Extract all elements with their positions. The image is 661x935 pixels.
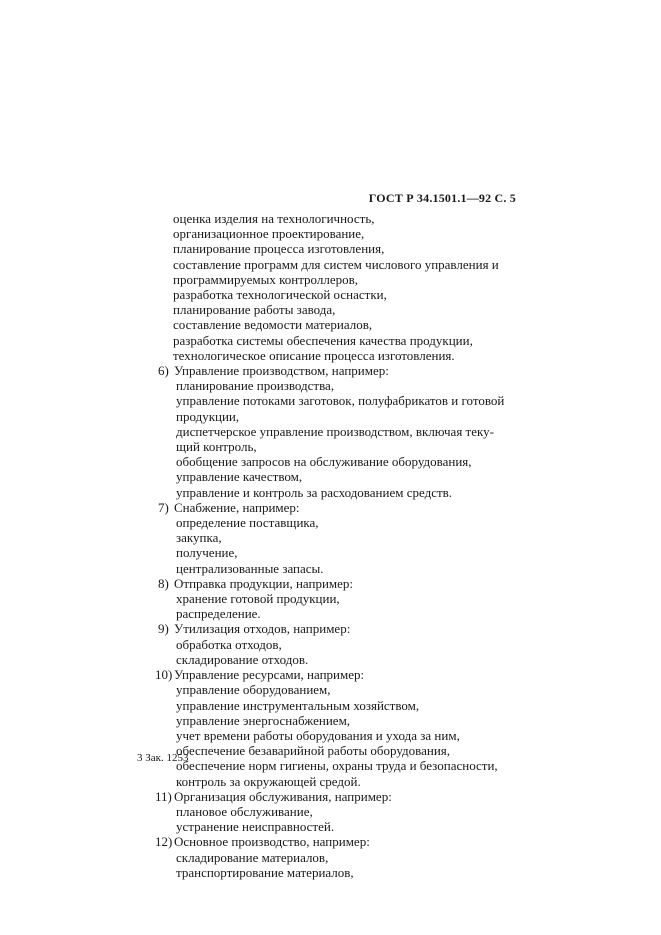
section-title: Управление производством, например: [174,363,389,379]
section-title: Отправка продукции, например: [174,575,354,591]
section-10 [0,667,661,789]
section-heading [155,667,661,682]
section-12 [0,834,661,880]
list-item: складирование отходов. [176,651,309,667]
section-title: Снабжение, например: [174,499,300,515]
section-number: 11) [155,788,172,804]
list-item: распределение. [176,606,261,622]
section-heading [158,363,661,378]
section-heading [158,621,661,636]
section-title: Утилизация отходов, например: [174,621,351,637]
list-item: составление ведомости материалов, [173,317,373,333]
list-item: щий контроль, [176,439,257,455]
section-number: 6) [158,363,169,379]
list-item: плановое обслуживание, [176,803,313,819]
section-title: Управление ресурсами, например: [174,667,365,683]
list-item: обобщение запросов на обслуживание оборудования, [176,454,472,470]
list-item: складирование материалов, [176,849,329,865]
list-item: управление качеством, [176,469,303,485]
list-item: оценка изделия на технологичность, [173,211,375,226]
list-item: управление оборудованием, [176,682,331,698]
section-6 [0,363,661,500]
list-item: учет времени работы оборудования и ухода за ним, [176,727,460,743]
list-item: организационное проектирование, [173,226,365,242]
list-item: получение, [176,545,238,561]
list-item: транспортирование материалов, [176,864,354,880]
section-heading [158,500,661,515]
list-item: устранение неисправностей. [176,819,335,835]
section-title: Основное производство, например: [174,834,370,850]
list-item: технологическое описание процесса изготовления. [173,347,455,363]
list-item: планирование работы завода, [173,302,336,318]
list-item: разработка технологической оснастки, [173,287,387,303]
section-heading [155,834,661,849]
list-item: закупка, [176,530,222,546]
list-item: планирование процесса изготовления, [173,241,385,257]
list-item: планирование производства, [176,378,335,394]
document-body [0,211,661,880]
section-number: 8) [158,575,169,591]
section-8 [0,576,661,622]
list-item: продукции, [176,408,240,424]
list-item: составление программ для систем числового управления и [173,256,499,272]
list-item: обеспечение безаварийной работы оборудования, [176,743,451,759]
section-11 [0,789,661,835]
list-item: разработка системы обеспечения качества продукции, [173,332,473,348]
list-item: централизованные запасы. [176,560,324,576]
list-item: хранение готовой продукции, [176,591,340,607]
section-number: 7) [158,499,169,515]
section-heading [158,576,661,591]
list-item: управление потоками заготовок, полуфабрикатов и готовой [176,393,505,409]
list-item: управление и контроль за расходованием средств. [176,484,453,500]
section-number: 10) [155,667,173,683]
section-number: 9) [158,621,169,637]
list-item: обработка отходов, [176,636,282,652]
page-footer: 3 Зак. 1253 [137,752,189,764]
section-7 [0,500,661,576]
intro-list [0,211,661,363]
section-9 [0,621,661,667]
section-number: 12) [155,834,173,850]
list-item: обеспечение норм гигиены, охраны труда и безопасности, [176,758,498,774]
list-item: контроль за окружающей средой. [176,773,361,789]
list-item: диспетчерское управление производством, включая теку- [176,423,494,439]
list-item: программируемых контроллеров, [173,271,359,287]
list-item: управление энергоснабжением, [176,712,351,728]
section-heading [155,789,661,804]
page-header: ГОСТ Р 34.1501.1—92 С. 5 [368,191,516,205]
list-item: управление инструментальным хозяйством, [176,697,420,713]
list-item: определение поставщика, [176,515,319,531]
section-title: Организация обслуживания, например: [174,788,392,804]
